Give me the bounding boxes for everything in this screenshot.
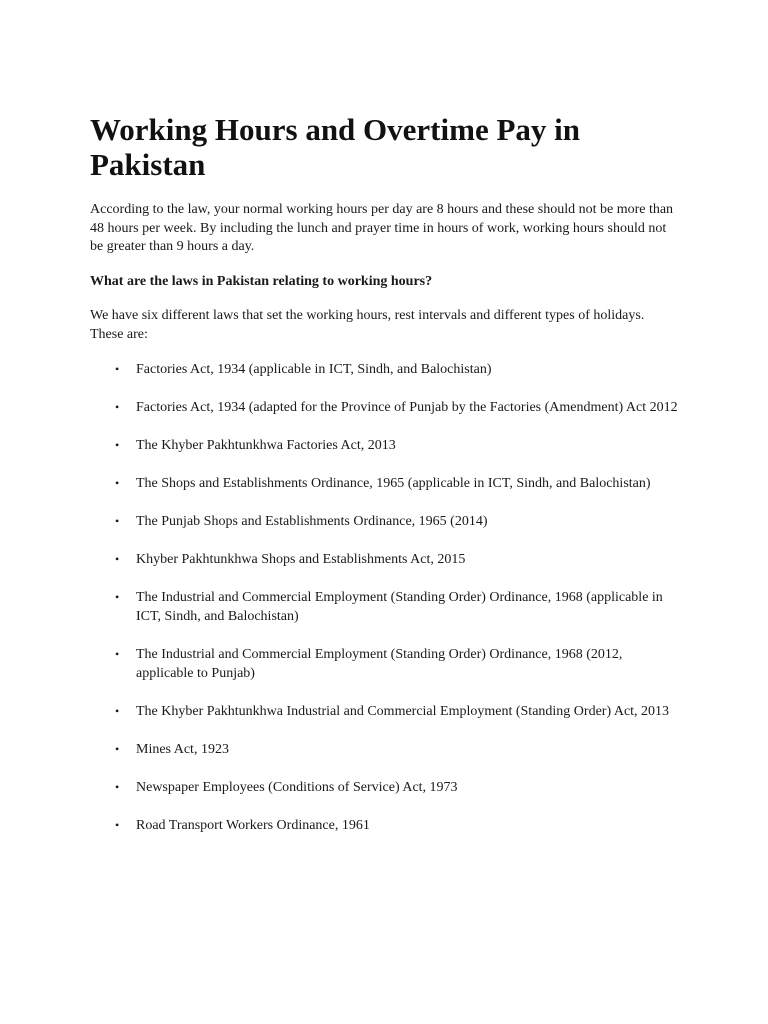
list-item bbox=[90, 588, 680, 626]
document-page bbox=[90, 112, 680, 854]
list-item bbox=[90, 360, 680, 379]
bullet-icon: • bbox=[115, 514, 120, 528]
list-item bbox=[90, 702, 680, 721]
lead-paragraph: We have six different laws that set the working hours, rest intervals and different types of holidays. These are: bbox=[90, 308, 645, 342]
list-item bbox=[90, 740, 680, 759]
list-item-label: The Khyber Pakhtunkhwa Factories Act, 2013 bbox=[136, 438, 396, 453]
list-item bbox=[90, 474, 680, 493]
list-item-label: The Punjab Shops and Establishments Ordinance, 1965 (2014) bbox=[136, 514, 488, 529]
list-item-label: Mines Act, 1923 bbox=[136, 742, 229, 757]
list-item bbox=[90, 436, 680, 455]
bullet-icon: • bbox=[115, 818, 120, 832]
list-item bbox=[90, 512, 680, 531]
list-item-label: Newspaper Employees (Conditions of Service) Act, 1973 bbox=[136, 780, 458, 795]
list-item-label: The Shops and Establishments Ordinance, 1965 (applicable in ICT, Sindh, and Balochistan) bbox=[136, 476, 651, 491]
list-item bbox=[90, 550, 680, 569]
bullet-icon: • bbox=[115, 742, 120, 756]
list-item bbox=[90, 778, 680, 797]
bullet-icon: • bbox=[115, 400, 120, 414]
bullet-icon: • bbox=[115, 552, 120, 566]
question-heading: What are the laws in Pakistan relating to working hours? bbox=[90, 273, 433, 289]
page-title: Working Hours and Overtime Pay in Pakistan bbox=[90, 112, 580, 182]
bullet-icon: • bbox=[115, 590, 120, 604]
list-item-label: Road Transport Workers Ordinance, 1961 bbox=[136, 818, 370, 833]
bullet-icon: • bbox=[115, 647, 120, 661]
list-item bbox=[90, 398, 680, 417]
list-item-label: The Industrial and Commercial Employment (Standing Order) Ordinance, 1968 (applicable in ICT, Sindh, and Balochistan) bbox=[136, 590, 663, 624]
list-item-label: Khyber Pakhtunkhwa Shops and Establishments Act, 2015 bbox=[136, 552, 466, 567]
bullet-icon: • bbox=[115, 438, 120, 452]
list-item bbox=[90, 645, 680, 683]
list-item bbox=[90, 816, 680, 835]
list-item-label: Factories Act, 1934 (adapted for the Province of Punjab by the Factories (Amendment) Act 2012 bbox=[136, 400, 678, 415]
intro-paragraph: According to the law, your normal working hours per day are 8 hours and these should not be more than 48 hours per week. By including the lunch and prayer time in hours of work, working hours should not be greater than 9 hours a day. bbox=[90, 202, 674, 254]
bullet-icon: • bbox=[115, 704, 120, 718]
list-item-label: Factories Act, 1934 (applicable in ICT, Sindh, and Balochistan) bbox=[136, 362, 492, 377]
bullet-icon: • bbox=[115, 780, 120, 794]
laws-list bbox=[90, 360, 680, 835]
bullet-icon: • bbox=[115, 476, 120, 490]
list-item-label: The Khyber Pakhtunkhwa Industrial and Commercial Employment (Standing Order) Act, 2013 bbox=[136, 704, 670, 719]
bullet-icon: • bbox=[115, 362, 120, 376]
list-item-label: The Industrial and Commercial Employment (Standing Order) Ordinance, 1968 (2012, applicable to Punjab) bbox=[136, 647, 623, 681]
